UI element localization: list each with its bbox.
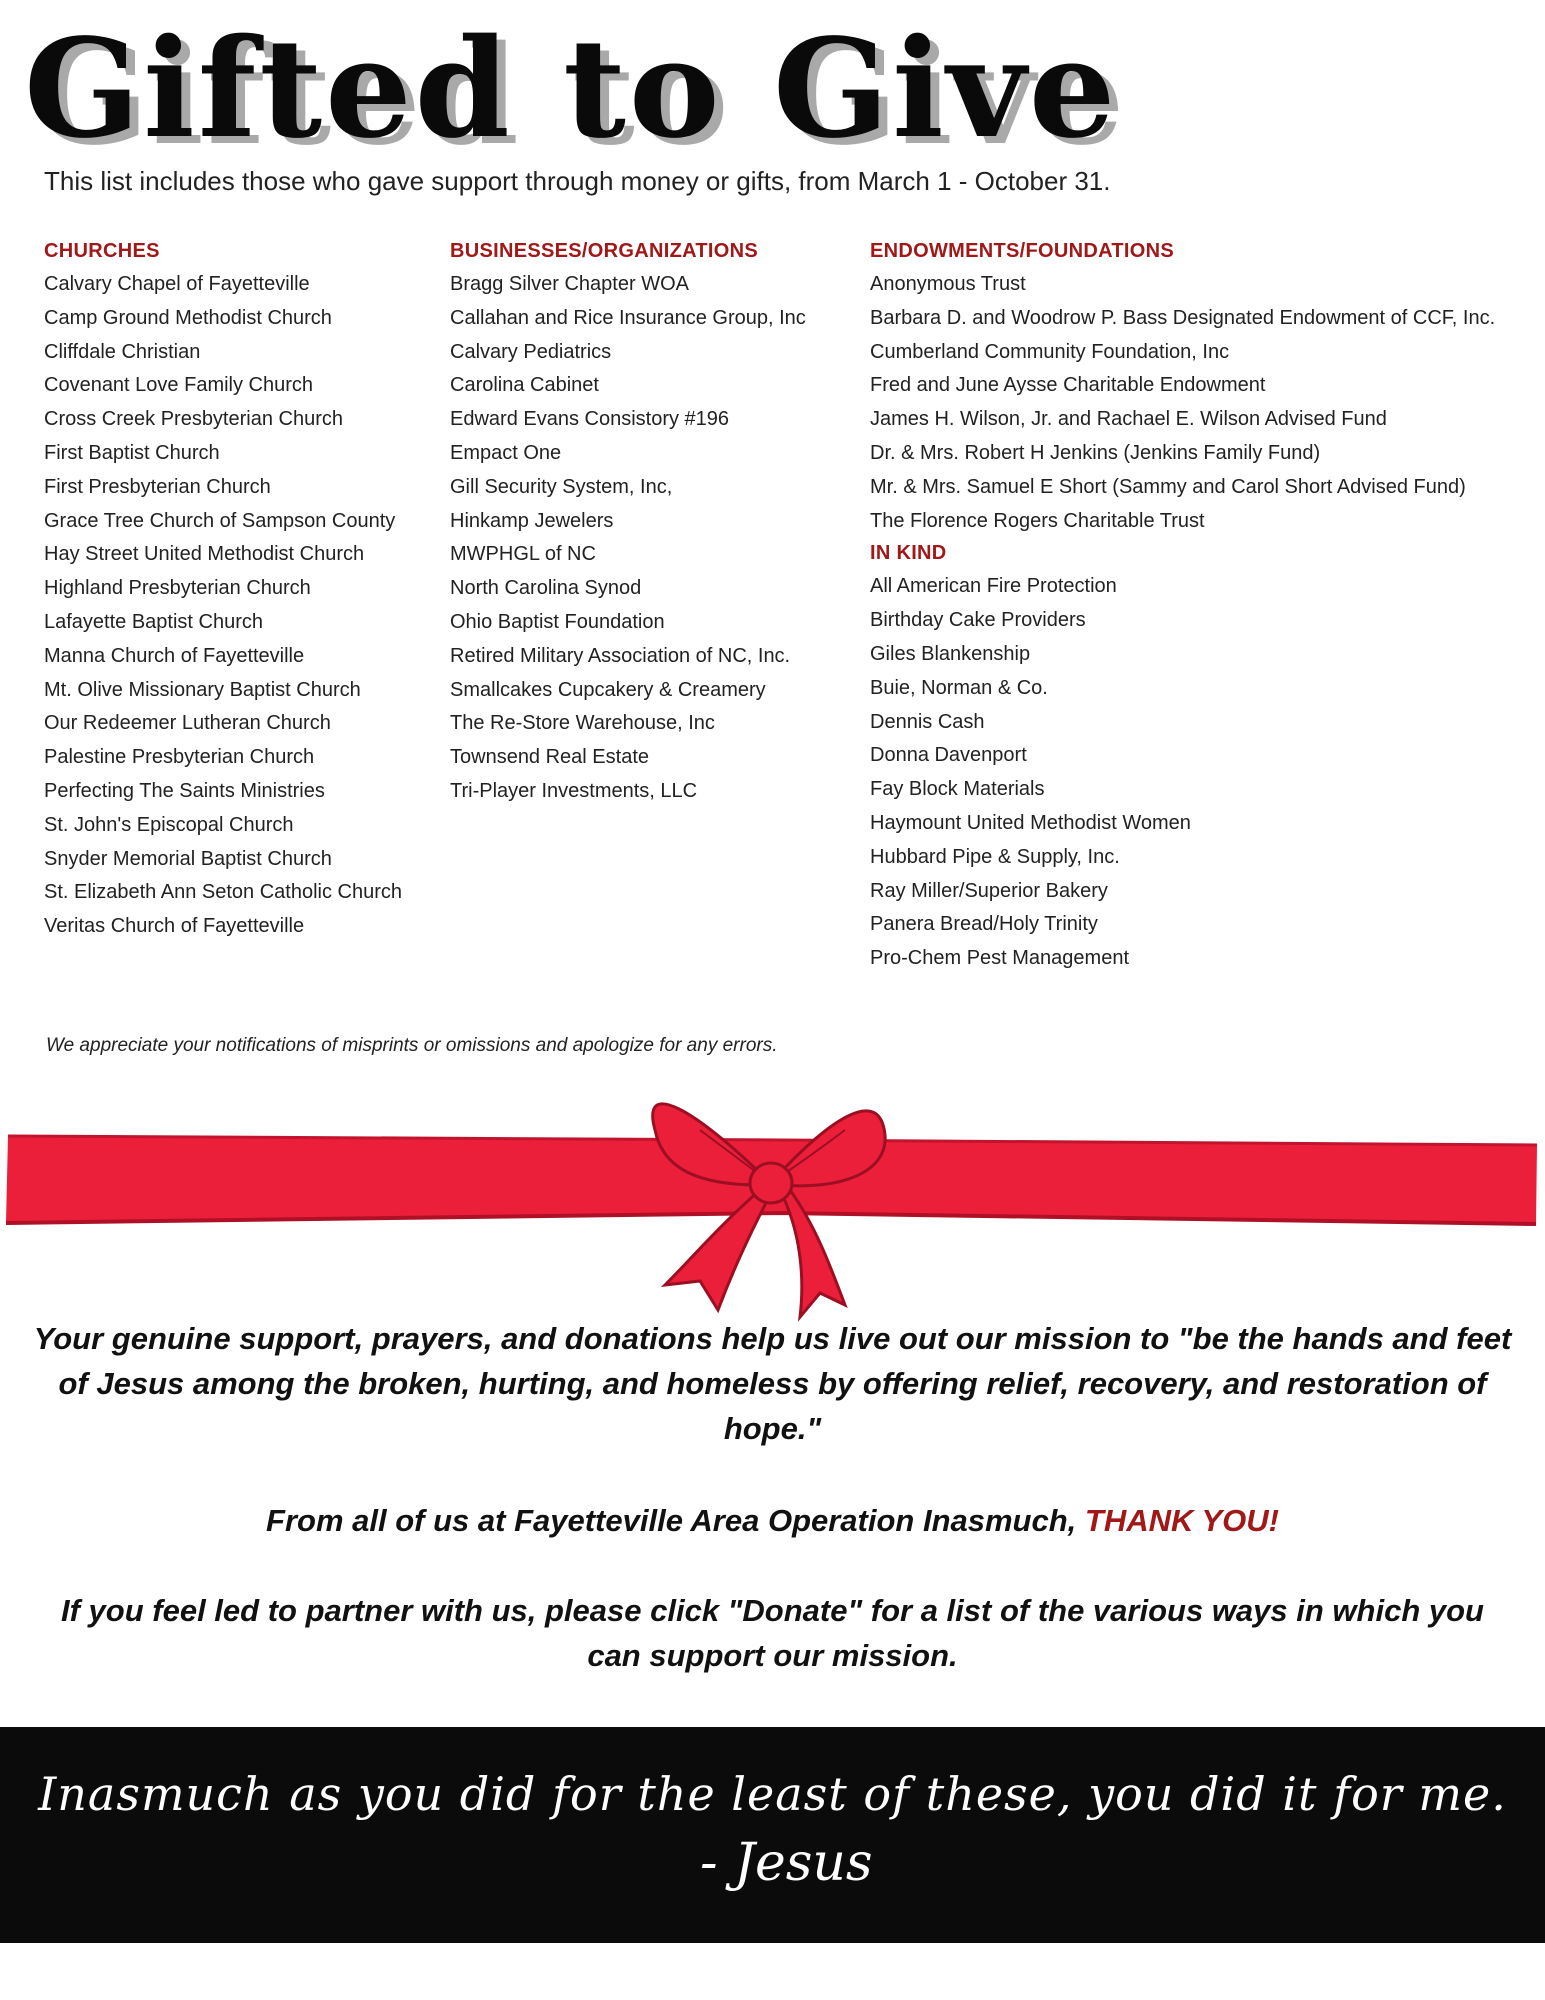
endowments-heading: ENDOWMENTS/FOUNDATIONS: [870, 240, 1174, 262]
list-item: James H. Wilson, Jr. and Rachael E. Wilson Advised Fund: [870, 408, 1387, 431]
footer-banner: [0, 1727, 1545, 1943]
list-item: Camp Ground Methodist Church: [44, 306, 332, 329]
list-item: The Re-Store Warehouse, Inc: [450, 712, 715, 735]
list-item: Hay Street United Methodist Church: [44, 543, 365, 566]
list-item: Lafayette Baptist Church: [44, 610, 264, 633]
list-item: Panera Bread/Holy Trinity: [870, 913, 1098, 936]
ribbon-bow-graphic: [0, 1085, 1545, 1335]
list-item: Calvary Pediatrics: [450, 340, 612, 363]
partner-message: If you feel led to partner with us, please click "Donate" for a list of the various ways in which you can support our mission.: [61, 1593, 1484, 1673]
thank-you-highlight: THANK YOU!: [1084, 1503, 1279, 1538]
list-item: Covenant Love Family Church: [44, 374, 314, 397]
list-item: Grace Tree Church of Sampson County: [44, 509, 396, 532]
endowments-section: [870, 236, 1495, 976]
list-item: Palestine Presbyterian Church: [44, 746, 315, 769]
list-item: Cross Creek Presbyterian Church: [44, 408, 343, 431]
list-item: Birthday Cake Providers: [870, 609, 1086, 632]
intro-text: This list includes those who gave support through money or gifts, from March 1 - October 31.: [44, 166, 1111, 196]
list-item: Smallcakes Cupcakery & Creamery: [450, 678, 766, 701]
list-item: MWPHGL of NC: [450, 543, 596, 566]
page-title: Gifted to Give: [24, 9, 1119, 169]
list-item: Snyder Memorial Baptist Church: [44, 847, 332, 870]
list-item: The Florence Rogers Charitable Trust: [870, 509, 1205, 532]
list-item: St. John's Episcopal Church: [44, 813, 294, 836]
list-item: Perfecting The Saints Ministries: [44, 779, 325, 802]
list-item: Carolina Cabinet: [450, 374, 599, 397]
list-item: Veritas Church of Fayetteville: [44, 915, 305, 938]
list-item: Dennis Cash: [870, 710, 985, 733]
list-item: Ray Miller/Superior Bakery: [870, 879, 1108, 902]
list-item: Anonymous Trust: [870, 273, 1026, 295]
churches-list: [44, 268, 402, 944]
list-item: Empact One: [450, 441, 562, 464]
list-item: Cliffdale Christian: [44, 340, 201, 363]
list-item: Callahan and Rice Insurance Group, Inc: [450, 306, 806, 329]
businesses-heading: BUSINESSES/ORGANIZATIONS: [450, 240, 758, 262]
businesses-section: [450, 236, 806, 809]
list-item: Our Redeemer Lutheran Church: [44, 712, 331, 735]
list-item: St. Elizabeth Ann Seton Catholic Church: [44, 881, 402, 904]
endowments-list: [870, 268, 1495, 538]
list-item: Edward Evans Consistory #196: [450, 408, 730, 431]
list-item: Fred and June Aysse Charitable Endowment: [870, 374, 1266, 397]
list-item: First Presbyterian Church: [44, 475, 271, 498]
list-item: Tri-Player Investments, LLC: [450, 779, 698, 802]
thank-you-lead: From all of us at Fayetteville Area Operation Inasmuch,: [266, 1503, 1085, 1538]
list-item: First Baptist Church: [44, 441, 220, 464]
list-item: Donna Davenport: [870, 744, 1027, 767]
businesses-list: [450, 268, 806, 809]
list-item: Retired Military Association of NC, Inc.: [450, 644, 791, 667]
list-item: Giles Blankenship: [870, 642, 1031, 665]
inkind-heading: IN KIND: [870, 542, 947, 565]
scripture-quote: Inasmuch as you did for the least of these, you did it for me.: [38, 1767, 1507, 1821]
list-item: Barbara D. and Woodrow P. Bass Designated Endowment of CCF, Inc.: [870, 306, 1496, 329]
list-item: Fay Block Materials: [870, 778, 1045, 801]
churches-section: [44, 236, 402, 944]
mission-message: Your genuine support, prayers, and donations help us live out our mission to "be the hands and feet of Jesus among the broken, hurting, and homeless by offering relief, recovery, and restoration of hope.": [33, 1321, 1512, 1446]
list-item: Buie, Norman & Co.: [870, 676, 1048, 699]
list-item: Calvary Chapel of Fayetteville: [44, 273, 310, 295]
list-item: Manna Church of Fayetteville: [44, 644, 305, 667]
list-item: Mt. Olive Missionary Baptist Church: [44, 678, 361, 701]
thank-you-message: [30, 1498, 1515, 1543]
list-item: Highland Presbyterian Church: [44, 577, 311, 600]
list-item: Townsend Real Estate: [450, 746, 650, 769]
list-item: Haymount United Methodist Women: [870, 811, 1191, 834]
list-item: Ohio Baptist Foundation: [450, 610, 665, 633]
list-item: Hubbard Pipe & Supply, Inc.: [870, 845, 1120, 868]
list-item: North Carolina Synod: [450, 577, 642, 600]
quote-attribution: - Jesus: [700, 1833, 873, 1893]
errata-note: We appreciate your notifications of misprints or omissions and apologize for any errors.: [46, 1035, 778, 1056]
list-item: All American Fire Protection: [870, 575, 1117, 598]
list-item: Bragg Silver Chapter WOA: [450, 273, 689, 295]
list-item: Cumberland Community Foundation, Inc: [870, 340, 1230, 363]
churches-heading: CHURCHES: [44, 240, 160, 262]
inkind-list: [870, 570, 1495, 976]
list-item: Hinkamp Jewelers: [450, 509, 614, 532]
list-item: Pro-Chem Pest Management: [870, 947, 1130, 970]
list-item: Gill Security System, Inc,: [450, 475, 673, 498]
list-item: Mr. & Mrs. Samuel E Short (Sammy and Carol Short Advised Fund): [870, 475, 1466, 498]
list-item: Dr. & Mrs. Robert H Jenkins (Jenkins Family Fund): [870, 441, 1321, 464]
